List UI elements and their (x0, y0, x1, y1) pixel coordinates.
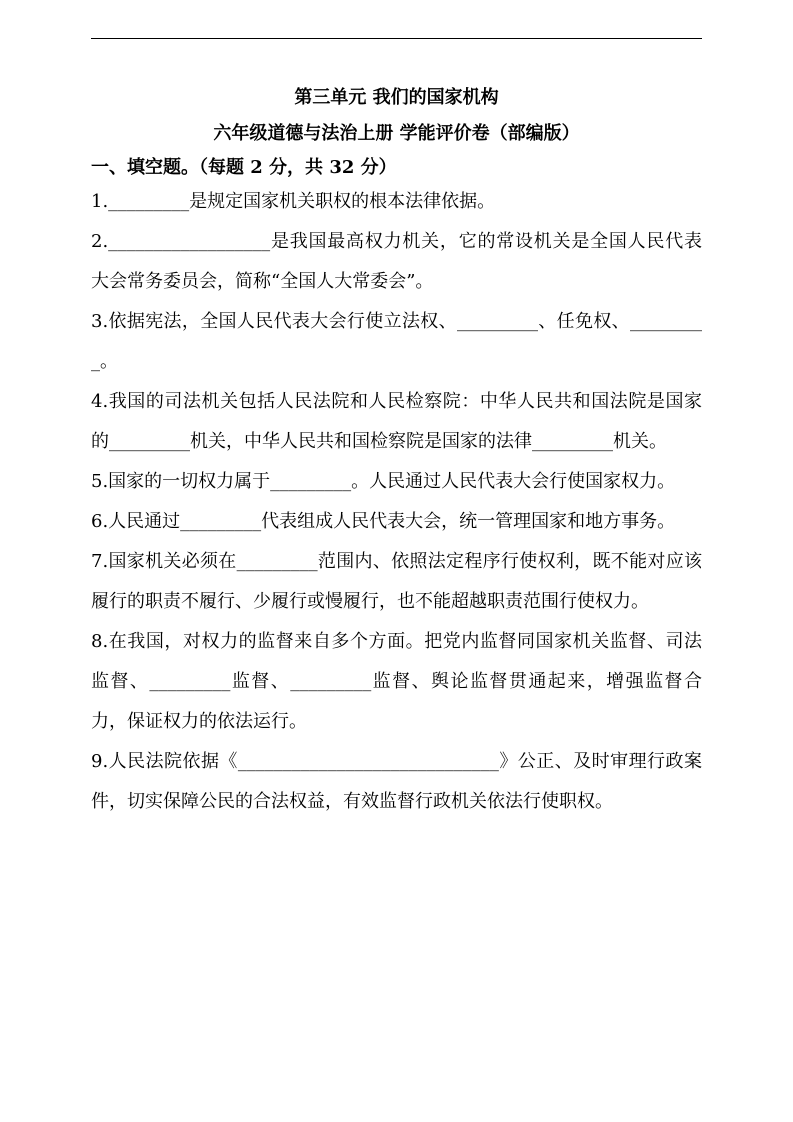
worksheet-subtitle: 六年级道德与法治上册 学能评价卷（部编版） (213, 123, 580, 144)
worksheet-body (91, 84, 702, 822)
question-6: 6.人民通过_________代表组成人民代表大会，统一管理国家和地方事务。 (91, 511, 676, 532)
question-5: 5.国家的一切权力属于_________。人民通过人民代表大会行使国家权力。 (91, 471, 676, 492)
question-8: 8.在我国，对权力的监督来自多个方面。把党内监督同国家机关监督、司法监督、_________监督、_________监督、舆论监督贯通起来，增强监督合力，保证权力的依法运行。 (91, 631, 702, 732)
header-rule (91, 38, 702, 39)
question-4: 4.我国的司法机关包括人民法院和人民检察院：中华人民共和国法院是国家的_________机关，中华人民共和国检察院是国家的法律_________机关。 (91, 391, 702, 452)
section-heading-fill-in-blanks: 一、填空题。（每题 2 分，共 32 分） (91, 157, 397, 178)
question-2: 2.__________________是我国最高权力机关，它的常设机关是全国人民代表大会常务委员会，简称“全国人大常委会”。 (91, 231, 702, 292)
question-3: 3.依据宪法，全国人民代表大会行使立法权、_________、任免权、_________。 (91, 311, 702, 372)
unit-title: 第三单元 我们的国家机构 (294, 87, 499, 108)
question-1: 1._________是规定国家机关职权的根本法律依据。 (91, 191, 496, 212)
question-9: 9.人民法院依据《_____________________________》公正、及时审理行政案件，切实保障公民的合法权益，有效监督行政机关依法行使职权。 (91, 751, 702, 812)
question-7: 7.国家机关必须在_________范围内、依照法定程序行使权利，既不能对应该履行的职责不履行、少履行或慢履行，也不能超越职责范围行使权力。 (91, 551, 702, 612)
